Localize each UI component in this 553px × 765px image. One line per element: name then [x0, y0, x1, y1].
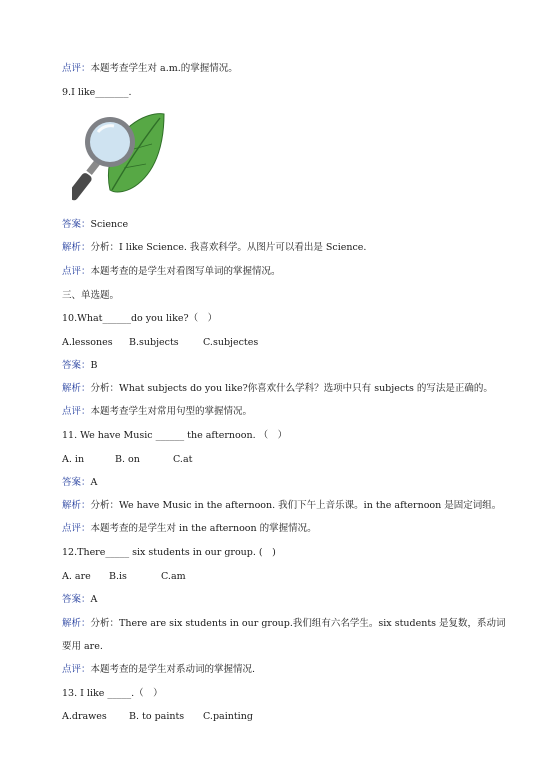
answer-10-value: B [90, 360, 98, 371]
options-12 [62, 571, 186, 583]
analysis-label: 解析： [62, 500, 91, 511]
answer-label: 答案： [62, 477, 91, 488]
analysis-11-text: 分析：We have Music in the afternoon. 我们下午上音乐课。in the afternoon 是固定词组。 [90, 500, 502, 511]
analysis-label: 解析： [62, 618, 91, 629]
option-b: B.subjects [129, 337, 179, 348]
answer-9 [62, 219, 128, 231]
answer-11-value: A [90, 477, 98, 488]
option-b: B. on [115, 454, 140, 465]
option-a: A. in [62, 454, 85, 465]
comment-line [62, 63, 238, 75]
comment-12 [62, 664, 255, 676]
comment-label: 点评： [62, 63, 91, 74]
comment-11 [62, 523, 317, 535]
options-13 [62, 711, 253, 723]
comment-label: 点评： [62, 664, 91, 675]
analysis-9 [62, 242, 366, 254]
comment-label: 点评： [62, 523, 91, 534]
options-10 [62, 337, 258, 349]
analysis-9-text: 分析：I like Science. 我喜欢科学。从图片可以看出是 Science. [90, 242, 367, 253]
comment-9 [62, 266, 281, 278]
answer-12-value: A [90, 594, 98, 605]
comment-9-text: 本题考查的是学生对看图写单词的掌握情况。 [90, 266, 281, 277]
analysis-12-text: 分析：There are six students in our group.我们组有六名学生。six students 是复数，系动词 [90, 618, 506, 629]
analysis-11 [62, 500, 501, 512]
comment-label: 点评： [62, 406, 91, 417]
analysis-10 [62, 383, 493, 395]
question-13: 13. I like _____.（ ） [62, 688, 163, 699]
analysis-label: 解析： [62, 242, 91, 253]
comment-12-text: 本题考查的是学生对系动词的掌握情况. [90, 664, 256, 675]
answer-12 [62, 594, 97, 606]
analysis-label: 解析： [62, 383, 91, 394]
option-c: C.painting [203, 711, 253, 722]
analysis-10-text: 分析：What subjects do you like?你喜欢什么学科？选项中只有 subjects 的写法是正确的。 [90, 383, 493, 394]
comment-10-text: 本题考查学生对常用句型的掌握情况。 [90, 406, 253, 417]
comment-text: 本题考查学生对 a.m.的掌握情况。 [90, 63, 238, 74]
answer-10 [62, 360, 98, 372]
analysis-12-continued: 要用 are. [62, 641, 103, 652]
options-11 [62, 454, 192, 466]
option-c: C.at [173, 454, 193, 465]
section-heading: 三、单选题。 [62, 290, 120, 301]
answer-11 [62, 477, 97, 489]
question-9: 9.I like_______. [62, 87, 132, 98]
option-b: B.is [109, 571, 127, 582]
question-12: 12.There_____ six students in our group. ( ) [62, 547, 276, 558]
magnifier-leaf-image [72, 110, 168, 204]
option-a: A.lessones [62, 337, 113, 348]
option-c: C.subjectes [203, 337, 259, 348]
answer-9-value: Science [90, 219, 129, 230]
analysis-12 [62, 618, 506, 630]
option-c: C.am [161, 571, 186, 582]
option-a: A. are [62, 571, 91, 582]
answer-label: 答案： [62, 360, 91, 371]
question-10: 10.What______do you like?（ ） [62, 313, 218, 324]
comment-label: 点评： [62, 266, 91, 277]
option-b: B. to paints [129, 711, 185, 722]
answer-label: 答案： [62, 219, 91, 230]
question-11: 11. We have Music ______ the afternoon. （ ） [62, 430, 288, 441]
comment-10 [62, 406, 252, 418]
option-a: A.drawes [62, 711, 107, 722]
answer-label: 答案： [62, 594, 91, 605]
comment-11-text: 本题考查的是学生对 in the afternoon 的掌握情况。 [90, 523, 317, 534]
